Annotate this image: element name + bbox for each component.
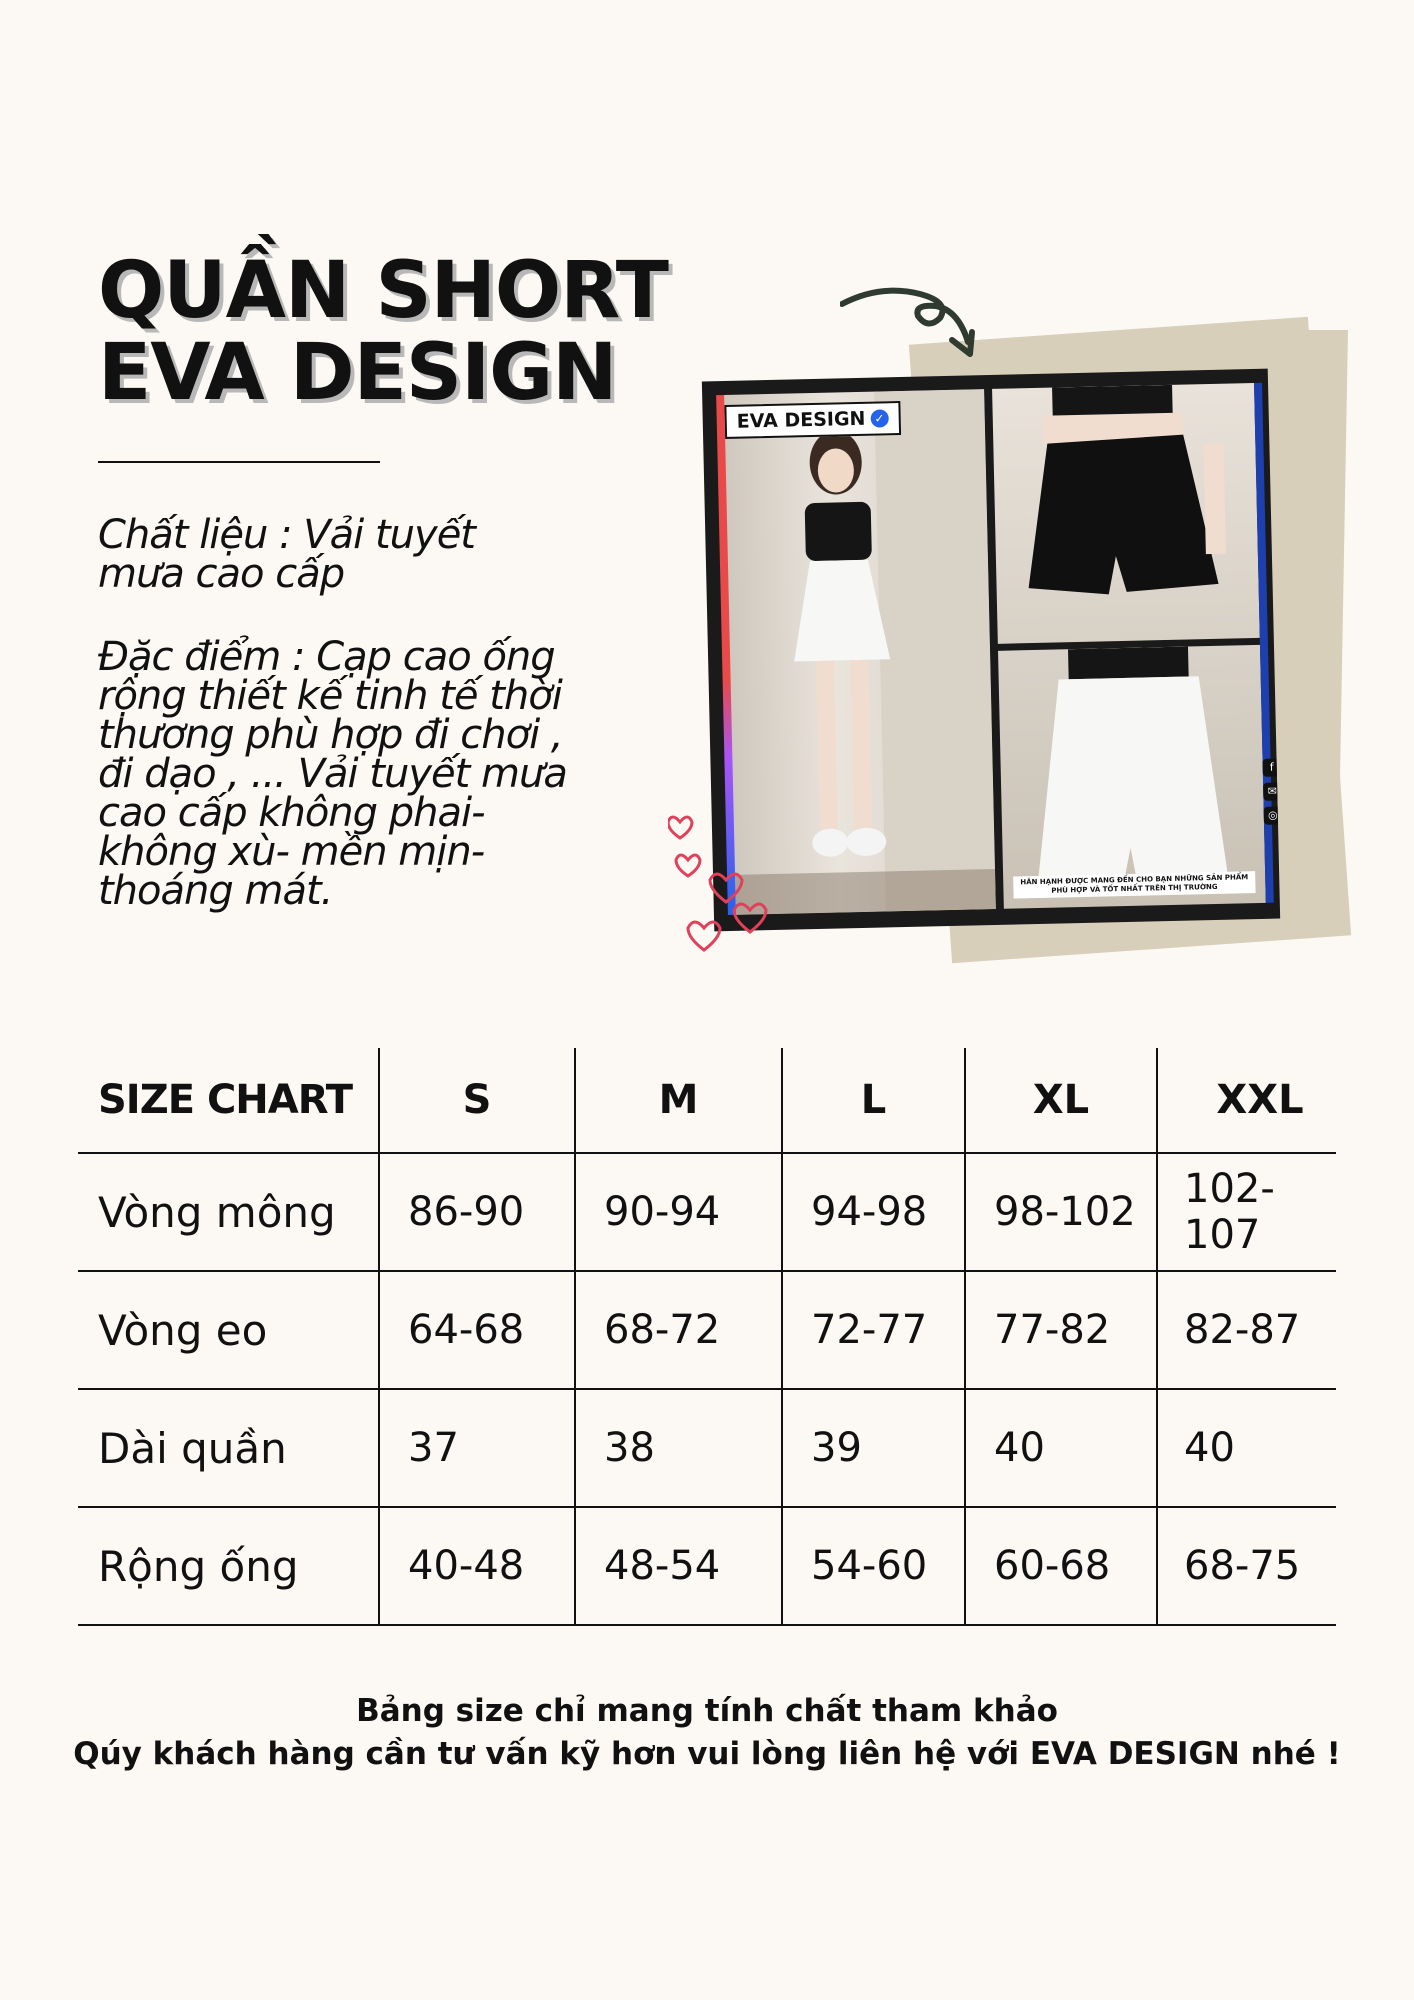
table-cell: 98-102 [965, 1153, 1157, 1271]
size-chart-title: SIZE CHART [78, 1048, 379, 1153]
table-cell: 82-87 [1157, 1271, 1336, 1389]
brand-badge-label: EVA DESIGN [736, 407, 866, 433]
table-cell: 40 [1157, 1389, 1336, 1507]
product-photo-collage [702, 369, 1280, 932]
row-label: Vòng mông [78, 1153, 379, 1271]
messenger-icon: ✉ [1263, 782, 1280, 800]
curved-arrow-icon [840, 282, 980, 362]
table-cell: 39 [782, 1389, 965, 1507]
row-label: Dài quần [78, 1389, 379, 1507]
title-divider [98, 461, 380, 463]
size-header-l: L [782, 1048, 965, 1153]
table-cell: 40-48 [379, 1507, 575, 1625]
size-header-s: S [379, 1048, 575, 1153]
table-cell: 40 [965, 1389, 1157, 1507]
table-cell: 54-60 [782, 1507, 965, 1625]
table-row [78, 1389, 1336, 1507]
instagram-icon: ◎ [1264, 806, 1281, 824]
material-description: Chất liệu : Vải tuyết mưa cao cấp [98, 512, 475, 597]
size-header-m: M [575, 1048, 782, 1153]
row-label: Vòng eo [78, 1271, 379, 1389]
brand-badge [724, 401, 900, 439]
size-header-xxl: XXL [1157, 1048, 1336, 1153]
page-title [98, 246, 668, 418]
table-cell: 72-77 [782, 1271, 965, 1389]
title-line-2: EVA DESIGN [98, 328, 617, 418]
white-shorts-photo [998, 645, 1266, 909]
facebook-icon: f [1263, 758, 1281, 776]
table-cell: 64-68 [379, 1271, 575, 1389]
table-cell: 68-75 [1157, 1507, 1336, 1625]
title-line-1: QUẦN SHORT [98, 246, 668, 336]
size-header-xl: XL [965, 1048, 1157, 1153]
features-description: Đặc điểm : Cạp cao ống rộng thiết kế tinh tế thời thương phù hợp đi chơi , đi dạo , ... Vải tuyết mưa cao cấp không phai- không xù- mền mịn- thoáng mát. [98, 634, 567, 914]
size-disclaimer: Bảng size chỉ mang tính chất tham khảo [356, 1693, 1058, 1729]
table-cell: 37 [379, 1389, 575, 1507]
black-shorts [992, 383, 1260, 644]
size-chart-header-row [78, 1048, 1336, 1153]
size-chart-table [78, 1048, 1336, 1626]
table-cell: 68-72 [575, 1271, 782, 1389]
row-label: Rộng ống [78, 1507, 379, 1625]
verified-check-icon: ✓ [870, 409, 888, 427]
collage-caption: HÂN HẠNH ĐƯỢC MANG ĐẾN CHO BẠN NHỮNG SẢN PHẨM PHÙ HỢP VÀ TỐT NHẤT TRÊN THỊ TRƯỜNG [1013, 871, 1255, 898]
table-row [78, 1153, 1336, 1271]
black-shorts-photo [992, 383, 1260, 644]
table-cell: 94-98 [782, 1153, 965, 1271]
table-row [78, 1271, 1336, 1389]
table-cell: 60-68 [965, 1507, 1157, 1625]
table-cell: 86-90 [379, 1153, 575, 1271]
hearts-doodle-icon [668, 810, 788, 960]
contact-note: Qúy khách hàng cần tư vấn kỹ hơn vui lòng liên hệ với EVA DESIGN nhé ! [73, 1736, 1341, 1772]
table-row [78, 1507, 1336, 1625]
white-shorts [998, 645, 1266, 909]
table-cell: 77-82 [965, 1271, 1157, 1389]
table-cell: 38 [575, 1389, 782, 1507]
table-cell: 102-107 [1157, 1153, 1336, 1271]
table-cell: 90-94 [575, 1153, 782, 1271]
table-cell: 48-54 [575, 1507, 782, 1625]
